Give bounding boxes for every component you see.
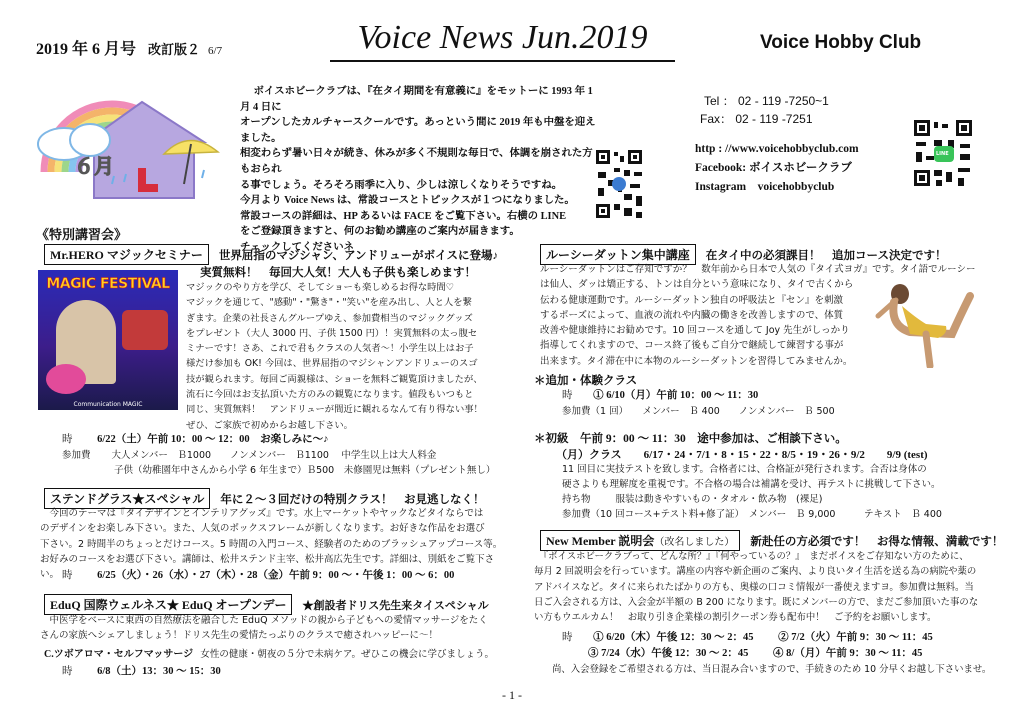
masthead-title: Voice News Jun.2019 — [330, 16, 675, 62]
eduq-line: さんの家族へシェアしましょう！ドリス先生の愛情たっぷりのクラスで癒されハッピーに～！ — [40, 630, 438, 642]
magic-line: ぎます。企業の社長さんグループゆえ、参加費相当のマジックグッズ — [186, 312, 473, 324]
ruesi-line: 伝わる健康運動です。ルーシーダットン独自の呼吸法と『セン』を刺激 — [540, 294, 844, 306]
newmember-session-3: ③ 7/24（水）午後 12：30 ～ 2：45 — [588, 648, 749, 659]
ruesi-beginner-line: 11 回目に実技テストを致します。合格者には、合格証が発行されます。合否は身体の — [562, 464, 927, 475]
phone-number[interactable]: Tel ： 02 - 119 -7250~1 — [704, 94, 829, 108]
ruesi-course-fee: 参加費（10 回コース+テスト料+修了証） メンバー Ｂ 9,000 テキスト Ｂ 400 — [562, 509, 942, 520]
contact-block — [700, 92, 829, 128]
intro-line: チェックしてくださいネ — [240, 241, 354, 253]
intro-line: る事でしょう。そろそろ雨季に入り、少しは涼しくなりそうですね。 — [240, 179, 563, 191]
special-section-heading: 《特別講習会》 — [36, 227, 128, 242]
newmember-schedule-2 — [588, 646, 922, 662]
edition-label: 改訂版２ — [148, 42, 201, 57]
newmember-schedule — [562, 630, 933, 646]
magic-box-title: Mr.HERO マジックセミナー — [44, 244, 209, 265]
magic-description — [186, 280, 486, 433]
line-badge-label: LINE — [936, 151, 949, 157]
time-label: 時 — [62, 434, 73, 445]
page-number: - 1 - — [502, 688, 522, 702]
newmember-session-2: ② 7/2（火）午前 9：30 ～ 11：45 — [778, 632, 933, 643]
newmember-line: 日ご入会される方は、入会金が半額の B 200 になります。既にメンバーの方で、まだご参加頂いた事のな — [534, 596, 979, 608]
eduq-line: 中医学をベースに東西の自然療法を融合した EduQ メソッドの親から子どもへの愛情マッサージをたく — [49, 615, 488, 626]
newmember-renamed: （改名しました） — [654, 537, 735, 548]
newmember-line: 毎月 2 回説明会を行っています。講座の内容や新企画のご案内、より良いタイ生活を送る為の病院や薬の — [534, 566, 977, 578]
poster-performer — [122, 310, 168, 350]
newmember-line: 『ボイスホビークラブって、どんな所？』『何やっているの？』 まだボイスをご存知ない方のために、 — [538, 551, 969, 562]
ruesi-beginner-desc — [562, 462, 1002, 493]
globe-icon — [612, 177, 626, 191]
month-label: ６月 — [74, 154, 114, 178]
magic-line: 同じ、実質無料！ アンドリューが間近に観れるなんて有り得ない事！ — [186, 404, 483, 416]
magic-line: 流石に今回はお支払頂いた方のみの観覧になります。値段もいつもと — [186, 389, 474, 401]
ruesi-headline: 在タイ中の必須課目！ 追加コース決定です！ — [705, 250, 947, 262]
stained-line: 今回のテーマは『タイデザインとインテリアグッズ』です。水上マーケットやヤックなどタイならでは — [49, 508, 484, 519]
time-label: 時 — [562, 632, 573, 643]
newmember-box-title — [540, 530, 740, 551]
magic-line: マジックのやり方を学び、そしてショーも楽しめるお得な時間♡ — [186, 282, 455, 293]
issue-label — [36, 36, 222, 59]
ruesi-trial-date: ① 6/10（月）午前 10：00 ～ 11：30 — [593, 390, 759, 401]
fax-number: Fax： 02 - 119 -7251 — [700, 112, 813, 126]
newmember-session-4: ④ 8/（月）午前 9：30 ～ 11：45 — [773, 648, 923, 659]
website-link[interactable]: http : //www.voicehobbyclub.com — [695, 143, 859, 155]
newmember-note: 尚、入会登録をご希望される方は、当日混み合いますので、手続きのため 10 分早くお越し下さいませ。 — [552, 664, 992, 675]
ruesi-line: は仙人、ダッは矯正する、トンは自分という意味になり、タイで古くから — [540, 279, 854, 291]
magic-line: をプレゼント（大人 3000 円、子供 1500 円）！実質無料の太っ腹セ — [186, 327, 478, 339]
ruesi-line: するポーズによって、血液の流れや内臓の働きを改善しますので、体質 — [540, 309, 844, 321]
ruesi-trial-schedule — [562, 388, 758, 404]
newmember-headline: 新赴任の方必須です！ お得な情報、満載です！ — [750, 536, 1004, 548]
intro-line: 常設コースの詳細は、HP あるいは FACE をご覧下さい。右横の LINE — [240, 210, 567, 222]
ruesi-box-title: ルーシーダットン集中講座 — [540, 244, 696, 265]
newmember-session-1: ① 6/20（木）午後 12：30 ～ 2：45 — [593, 632, 754, 643]
fee-label: 参加費 — [62, 450, 91, 461]
intro-line: 相変わらず暑い日々が続き、休みが多く不規則な毎日で、体調を崩された方もおられ — [240, 148, 593, 175]
eduq-title-row — [44, 594, 489, 615]
eduq-box-title: EduQ 国際ウェルネス★ EduQ オープンデー — [44, 594, 292, 615]
aroma-text: 女性の健康・朝夜の５分で未病ケア。ぜひこの機会に学びましょう。 — [200, 649, 495, 660]
ruesi-items-row — [562, 492, 822, 507]
magic-title-row — [44, 244, 498, 265]
ruesi-line: 改善や健康維持にお勧めです。10 回コースを通して Joy 先生がしっかり — [540, 325, 850, 337]
intro-line: オープンしたカルチャースクールです。あっという間に 2019 年も中盤を迎えました。 — [240, 117, 596, 144]
stained-box-title: ステンドグラス★スペシャル — [44, 488, 210, 509]
edition-date: 6/7 — [208, 45, 223, 57]
poster-star — [46, 364, 86, 394]
newmember-line: アドバイスなど。タイに来られたばかりの方も、奥様の口コミ情報が一番使えますヨ。参加費は無料。当 — [534, 581, 974, 593]
intro-line: 今月より Voice News は、常設コースとトピックスが１つになりました。 — [240, 195, 575, 207]
magic-fees — [62, 448, 436, 463]
ruesi-line: ルーシーダットンはご存知ですか？ 数年前から日本で人気の『タイ式ヨガ』です。タイ語でルーシー — [540, 264, 976, 275]
magic-fee-adult: 大人メンバー Ｂ1000 ノンメンバー Ｂ1100 中学生以上は大人料金 — [111, 450, 437, 461]
eduq-headline: ★創設者ドリス先生来タイスペシャル — [302, 600, 489, 612]
intro-line: をご登録頂きますと、何のお勧め講座のご案内が届きます。 — [240, 226, 520, 238]
magic-line: 様だけ参加も OK! 今回は、世界屈指のマジシャンアンドリューのスゴ — [186, 358, 478, 370]
club-name: Voice Hobby Club — [760, 32, 922, 53]
magic-date: 6/22（土）午前 10：00 ～ 12：00 お楽しみに～♪ — [97, 434, 329, 445]
magic-festival-poster — [38, 270, 178, 410]
magic-line: ミナーです！さあ、これで君もクラスの人気者～！小学生以上はお子 — [186, 343, 474, 355]
newmember-title-row — [540, 530, 1003, 551]
time-label: 時 — [62, 570, 73, 581]
eduq-aroma-row — [44, 645, 494, 660]
magic-fee-child: 子供（幼稚園年中さんから小学 6 年生まで）Ｂ500 未修園児は無料（プレゼント無し） — [114, 465, 496, 476]
stained-date: 6/25（火）・26（水）・27（木）・28（金）午前 9：00 ～・午後 1：00 ～ 6：00 — [97, 570, 455, 581]
newmember-title-text: New Member 説明会 — [546, 534, 655, 548]
instagram-link[interactable]: Instagram voicehobbyclub — [695, 181, 835, 193]
items-text: 服装は動きやすいもの・タオル・飲み物 (裸足) — [615, 494, 823, 505]
newmember-description — [534, 549, 1004, 625]
stained-line: のデザインをお楽しみ下さい。また、人気のボックスフレームが新しくなります。お好きな作品をお選び — [40, 523, 485, 535]
time-label: 時 — [62, 666, 73, 677]
magic-line: マジックを通じて、"感動"・"驚き"・"笑い"を産み出し、人と人を繋 — [186, 297, 472, 309]
ruesi-line: 出来ます。タイ滞在中に本物のルーシーダットンを習得してみませんか。 — [540, 355, 853, 367]
ruesi-trial-title: ＊追加・体験クラス — [534, 375, 638, 387]
magic-headline: 世界屈指のマジシャン、アンドリューがボイスに登場♪ — [218, 250, 499, 262]
time-label: 時 — [562, 390, 573, 401]
intro-line: ボイスホビークラブは、『在タイ期間を有意義に』をモットーに 1993 年 1 月 4 日に — [240, 86, 593, 113]
issue-date: 2019 年 6 月号 — [36, 41, 137, 58]
stained-schedule — [62, 568, 454, 584]
ruesi-beginner-title: ＊初級 午前 9：00 ～ 11：30 途中参加は、ご相談下さい。 — [534, 433, 847, 445]
ruesi-trial-fee: 参加費（1 回） メンバー Ｂ 400 ノンメンバー Ｂ 500 — [562, 406, 835, 417]
line-qr-code[interactable] — [594, 148, 644, 220]
magic-tagline: 実質無料！ 毎回大人気！大人も子供も楽しめます！ — [200, 267, 476, 279]
ruesi-beginner-class: （月）クラス 6/17・24・7/1・8・15・22・8/5・19・26・9/2 9/9 (test) — [556, 449, 928, 461]
yoga-pose-photo — [860, 276, 990, 368]
intro-text — [240, 84, 600, 256]
eduq-date: 6/8（土）13：30 ～ 15：30 — [97, 666, 221, 677]
aroma-title: C.ツボアロマ・セルフマッサージ — [44, 649, 194, 660]
magic-line: 技が観られます。毎回ご両親様は、ショーを無料ご観覧頂けましたが、 — [186, 373, 483, 385]
stained-line: 下さい。2 時間半のちょっとだけコース。5 時間の入門コース、経験者のためのブラッシュアップコース等。 — [40, 538, 503, 550]
eduq-schedule — [62, 664, 221, 680]
june-illustration — [34, 80, 234, 208]
eduq-description — [40, 613, 510, 644]
facebook-link[interactable]: Facebook: ボイスホビークラブ — [695, 162, 852, 174]
magic-line: ぜひ、ご家族で初めからお越し下さい。 — [186, 419, 353, 431]
items-label: 持ち物 — [562, 494, 591, 505]
poster-title: MAGIC FESTIVAL — [46, 276, 170, 292]
links-block — [695, 140, 859, 197]
magic-schedule — [62, 432, 328, 448]
poster-footer: Communication MAGIC — [73, 401, 143, 408]
ruesi-line: 指導してくれますので、コース終了後もご自分で継続して練習する事が — [540, 340, 844, 352]
stained-line: お好みのコースをお選び下さい。講師は、松井ステンド主宰、松井高広先生です。詳細は、別紙をご覧下さい。 — [40, 553, 495, 581]
newmember-line: い方もウエルカム！ お取り引き企業様の割引クーポン券も配布中！ ご予約をお願いします。 — [534, 612, 937, 624]
stained-headline: 年に２～３回だけの特別クラス！ お見逃しなく！ — [220, 494, 485, 506]
ruesi-beginner-line: 硬さよりも理解度を重視です。不合格の場合は補講を受け、再テストに挑戦して下さい。 — [562, 479, 941, 491]
